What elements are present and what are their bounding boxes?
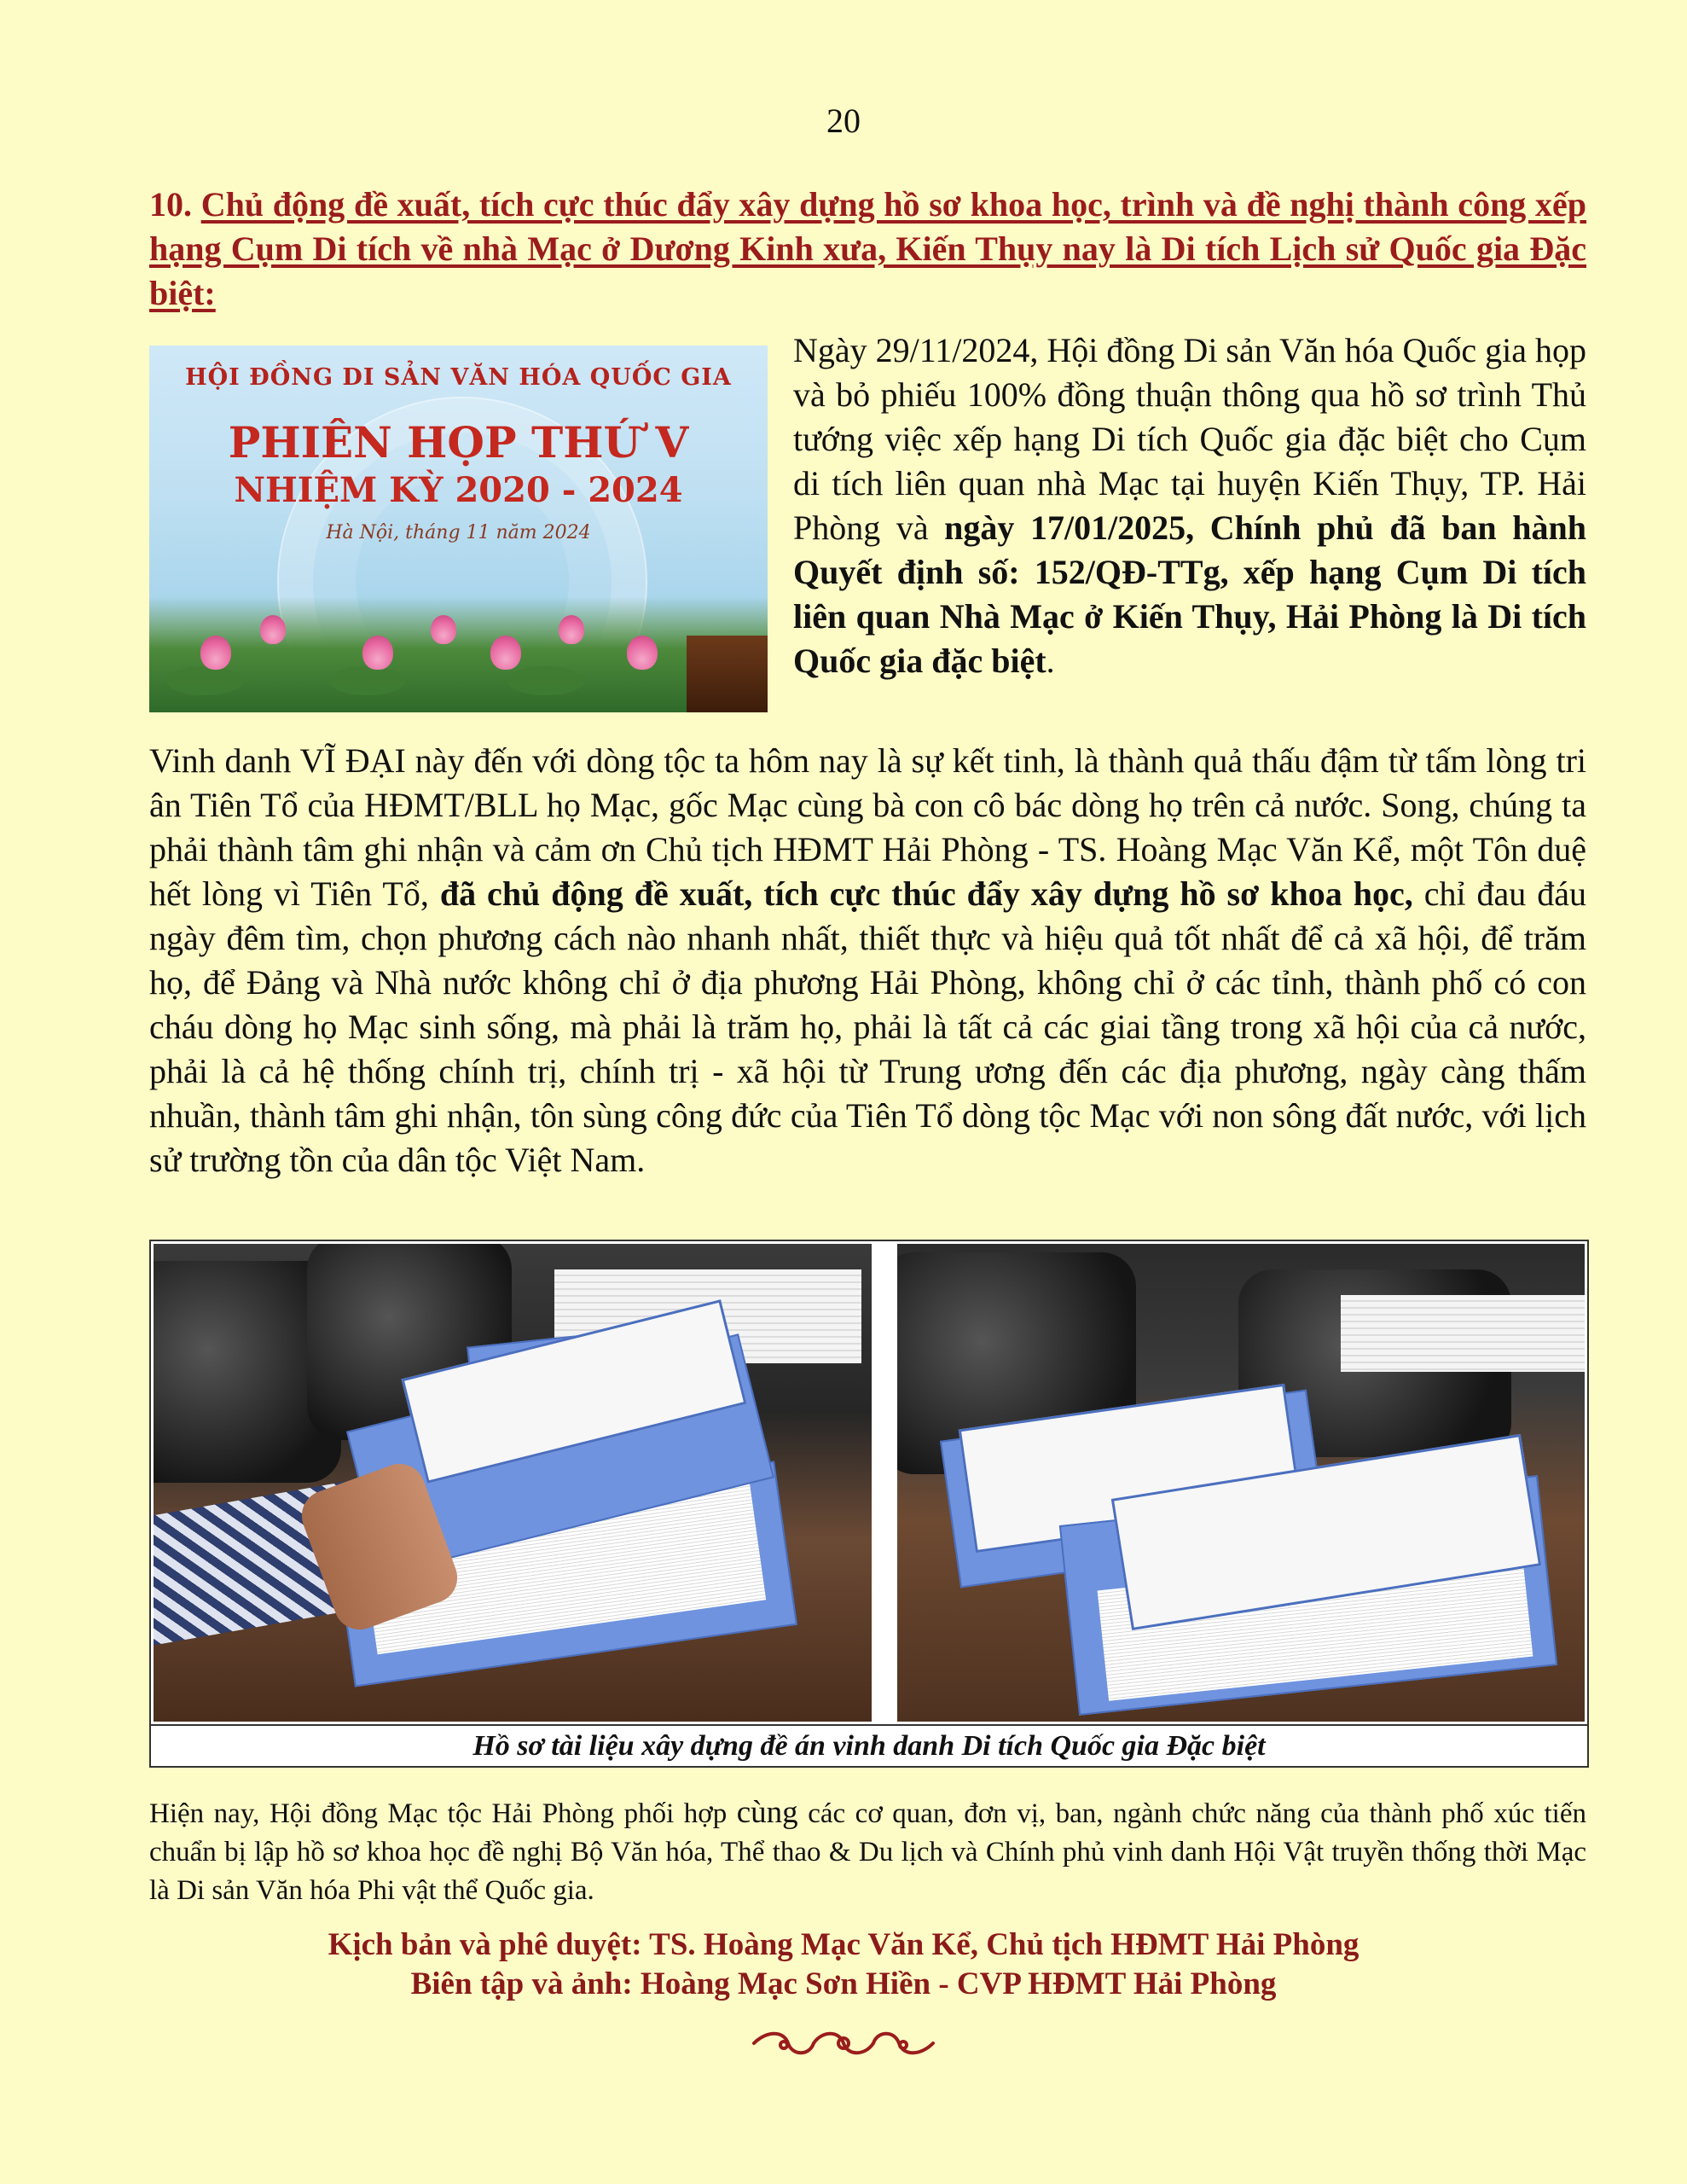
paragraph-honor [149,739,1586,1182]
meeting-photo [149,346,768,712]
lotus-flower [627,636,658,670]
documents-photo-right [897,1244,1585,1722]
paragraph-current-text-1: Hiện nay, Hội đồng Mạc tộc Hải Phòng phối hợp [149,1798,737,1829]
paragraph-current [149,1793,1586,1910]
lotus-flower [362,636,393,670]
credits-script: Kịch bản và phê duyệt: TS. Hoàng Mạc Văn Kể, Chủ tịch HĐMT Hải Phòng [328,1927,1359,1962]
page-number: 20 [826,102,861,140]
photo-caption: Hồ sơ tài liệu xây dựng đề án vinh danh Di tích Quốc gia Đặc biệt [151,1724,1587,1766]
paragraph-decision-bold: ngày 17/01/2025, Chính phủ đã ban hành Quyết định số: 152/QĐ-TTg, xếp hạng Cụm Di tích liên quan Nhà Mạc ở Kiến Thụy, Hải Phòng là Di tích Quốc gia đặc biệt [793,508,1586,680]
paragraph-decision [793,328,1586,683]
lotus-bed [149,597,768,712]
lotus-leaf [328,666,405,695]
lotus-flower [559,615,584,644]
credits [0,1926,1687,2004]
paragraph-honor-text-1: Vinh danh VĨ ĐẠI này đến với dòng tộc ta hôm nay là sự kết tinh, là thành quả thấu đậm từ tấm lòng tri ân Tiên Tổ của HĐMT/BLL họ Mạc, gốc Mạc cùng bà con cô bác dòng họ trên cả nước. Song, chúng ta phải thành tâm ghi nhận và cảm ơn Chủ tịch HĐMT Hải Phòng - TS. Hoàng Mạc Văn Kể, một Tôn duệ hết lòng vì Tiên Tổ, [149,741,1586,913]
credits-editor: Biên tập và ảnh: Hoàng Mạc Sơn Hiền - CVP HĐMT Hải Phòng [410,1966,1277,2001]
documents-photo-left [154,1244,872,1722]
meeting-photo-term: NHIỆM KỲ 2020 - 2024 [234,470,683,510]
meeting-photo-session: PHIÊN HỌP THỨ V [228,417,689,468]
section-heading [149,183,1586,316]
paragraph-honor-text-2: chỉ đau đáu ngày đêm tìm, chọn phương cách nào nhanh nhất, thiết thực và hiệu quả tốt nhất để cả xã hội, để trăm họ, để Đảng và Nhà nước không chỉ ở địa phương Hải Phòng, không chỉ ở các tỉnh, thành phố có con cháu dòng họ Mạc sinh sống, mà phải là trăm họ, phải là tất cả các giai tầng trong xã hội của cả nước, phải là cả hệ thống chính trị, chính trị - xã hội từ Trung ương đến các địa phương, ngày càng thấm nhuần, thành tâm ghi nhận, tôn sùng công đức của Tiên Tổ dòng tộc Mạc với non sông đất nước, với lịch sử trường tồn của dân tộc Việt Nam. [149,874,1587,1179]
paragraph-honor-bold: đã chủ động đề xuất, tích cực thúc đẩy xây dựng hồ sơ khoa học, [439,874,1413,913]
paragraph-decision-end: . [1046,642,1055,680]
paragraph-current-emph: cùng [736,1795,798,1830]
lotus-leaf [507,666,584,695]
lotus-flower [200,636,231,670]
paragraph-current-text-2: các cơ quan, đơn vị, ban, ngành chức năng của thành phố xúc tiến chuẩn bị lập hồ sơ khoa học đề nghị Bộ Văn hóa, Thể thao & Du lịch và Chính phủ vinh danh Hội Vật truyền thống thời Mạc là Di sản Văn hóa Phi vật thể Quốc gia. [149,1798,1586,1906]
heading-title: Chủ động đề xuất, tích cực thúc đẩy xây dựng hồ sơ khoa học, trình và đề nghị thành công xếp hạng Cụm Di tích về nhà Mạc ở Dương Kinh xưa, Kiến Thụy nay là Di tích Lịch sử Quốc gia Đặc biệt: [149,185,1587,312]
lotus-flower [431,615,456,644]
lotus-leaf [166,666,243,695]
documents-photo-frame [149,1240,1589,1768]
lotus-flower [490,636,521,670]
heading-number: 10. [149,185,192,224]
podium [687,636,768,712]
paragraph-decision-text: Ngày 29/11/2024, Hội đồng Di sản Văn hóa Quốc gia họp và bỏ phiếu 100% đồng thuận thông qua hồ sơ trình Thủ tướng việc xếp hạng Di tích Quốc gia đặc biệt cho Cụm di tích liên quan nhà Mạc tại huyện Kiến Thụy, TP. Hải Phòng và [793,331,1586,547]
meeting-photo-date: Hà Nội, tháng 11 năm 2024 [326,522,591,543]
ornament-divider-icon [750,2026,937,2060]
meeting-photo-org: HỘI ĐỒNG DI SẢN VĂN HÓA QUỐC GIA [185,364,732,391]
paper-stack [1341,1295,1585,1372]
lotus-flower [260,615,286,644]
